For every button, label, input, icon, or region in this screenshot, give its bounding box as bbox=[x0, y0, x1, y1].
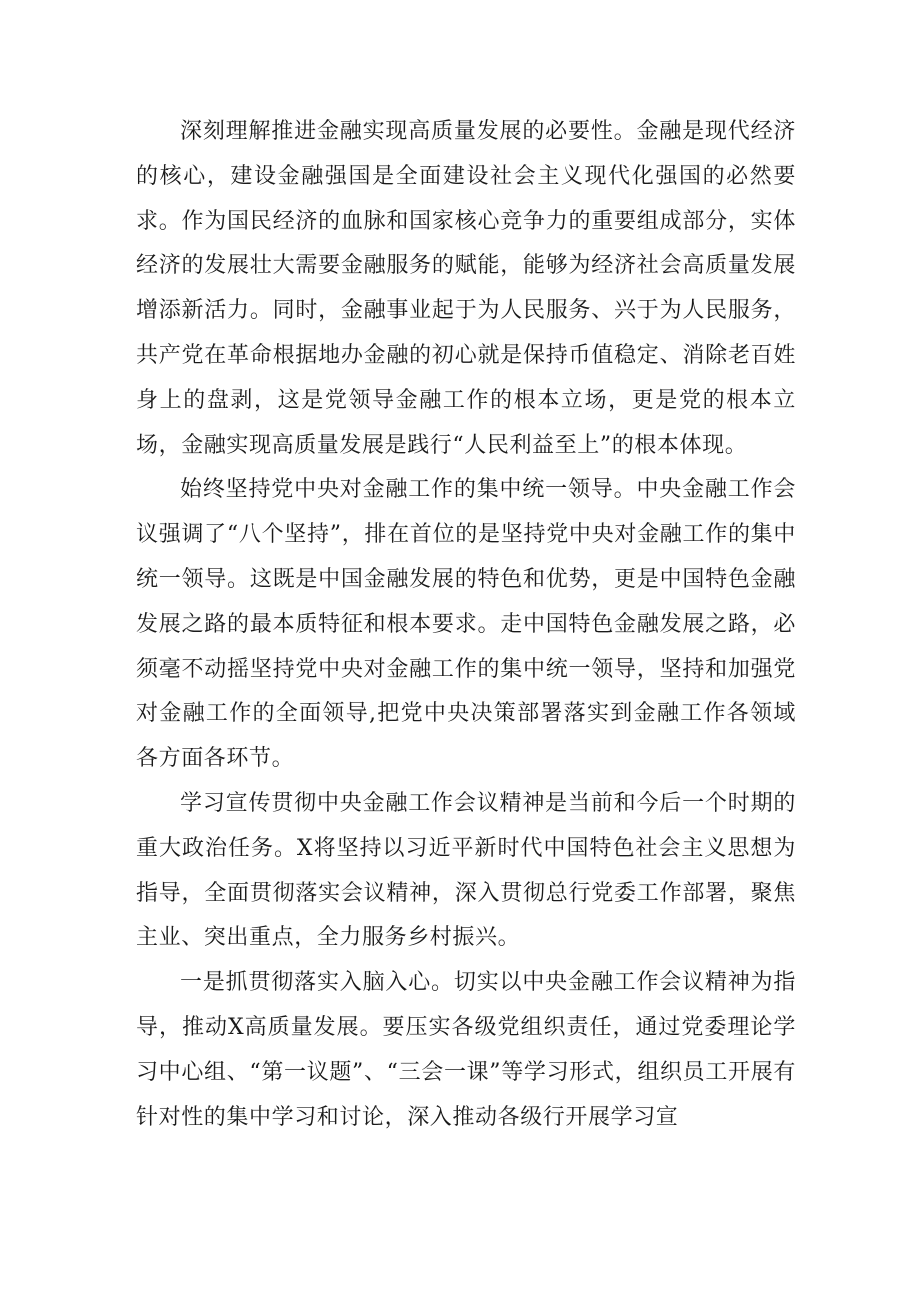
paragraph-point-one: 一是抓贯彻落实入脑入心。切实以中央金融工作会议精神为指导，推动X高质量发展。要压实各级党组织责任，通过党委理论学习中心组、“第一议题”、“三会一课”等学习形式，组织员工开展有针对性的集中学习和讨论，深入推动各级行开展学习宣 bbox=[136, 970, 796, 1130]
paragraph-party-leadership: 始终坚持党中央对金融工作的集中统一领导。中央金融工作会议强调了“八个坚持”，排在首位的是坚持党中央对金融工作的集中统一领导。这既是中国金融发展的特色和优势，更是中国特色金融发展之路的最本质特征和根本要求。走中国特色金融发展之路，必须毫不动摇坚持党中央对金融工作的集中统一领导，坚持和加强党对金融工作的全面领导,把党中央决策部署落实到金融工作各领域各方面各环节。 bbox=[136, 477, 796, 772]
paragraph-financial-development-necessity: 深刻理解推进金融实现高质量发展的必要性。金融是现代经济的核心，建设金融强国是全面建设社会主义现代化强国的必然要求。作为国民经济的血脉和国家核心竞争力的重要组成部分，实体经济的发展壮大需要金融服务的赋能，能够为经济社会高质量发展增添新活力。同时，金融事业起于为人民服务、兴于为人民服务，共产党在革命根据地办金融的初心就是保持币值稳定、消除老百姓身上的盘剥，这是党领导金融工作的根本立场，更是党的根本立场，金融实现高质量发展是践行“人民利益至上”的根本体现。 bbox=[136, 119, 796, 458]
paragraph-study-implementation: 学习宣传贯彻中央金融工作会议精神是当前和今后一个时期的重大政治任务。X将坚持以习近平新时代中国特色社会主义思想为指导，全面贯彻落实会议精神，深入贯彻总行党委工作部署，聚焦主业、突出重点，全力服务乡村振兴。 bbox=[136, 790, 796, 951]
document-body bbox=[136, 110, 796, 1140]
